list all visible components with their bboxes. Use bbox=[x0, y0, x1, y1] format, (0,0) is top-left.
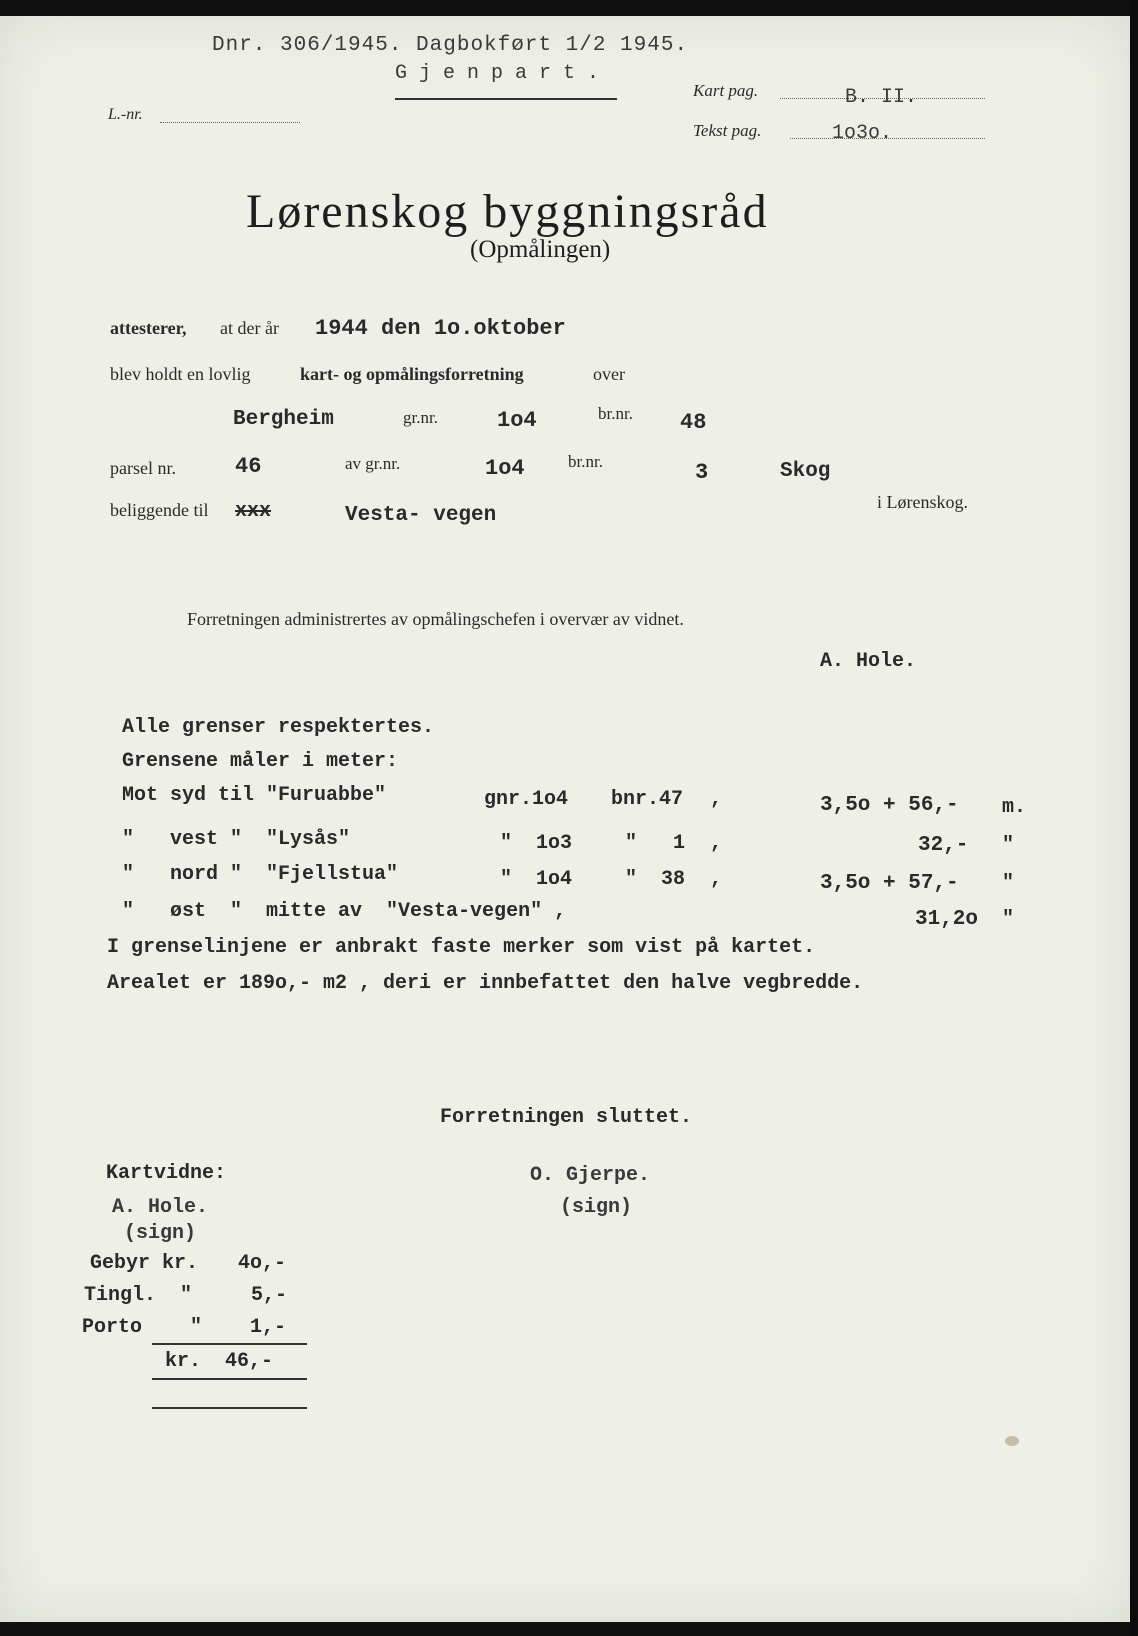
av-brnr-label: br.nr. bbox=[568, 452, 603, 471]
grnr-value: 1o4 bbox=[497, 408, 537, 433]
boundary-row-2-desc: " vest " "Lysås" bbox=[122, 828, 351, 851]
boundary-row-1-comma: , bbox=[710, 788, 723, 811]
fee-tingl-label: Tingl. " bbox=[84, 1284, 193, 1307]
fee-porto-label: Porto " bbox=[82, 1316, 203, 1339]
fee-total-rule-1 bbox=[152, 1378, 307, 1380]
boundary-row-2-unit: " bbox=[1002, 834, 1015, 857]
boundary-row-1-desc: Mot syd til "Furuabbe" bbox=[122, 784, 387, 807]
fee-gebyr-value: 4o,- bbox=[238, 1252, 287, 1275]
boundary-row-1-length: 3,5o + 56,- bbox=[820, 794, 959, 817]
boundary-row-1-bnr: bnr.47 bbox=[611, 788, 684, 811]
brnr-label: br.nr. bbox=[598, 404, 633, 423]
fee-sum-rule bbox=[152, 1343, 307, 1345]
attest-text: at der år bbox=[220, 318, 279, 338]
boundary-row-2-bnr: " 1 bbox=[625, 832, 686, 855]
grnr-label: gr.nr. bbox=[403, 408, 438, 427]
tekst-pag-label: Tekst pag. bbox=[693, 121, 762, 140]
gjenpart-label: G j e n p a r t . bbox=[395, 62, 600, 85]
boundary-row-1-unit: m. bbox=[1002, 796, 1027, 819]
boundary-row-3-unit: " bbox=[1002, 872, 1015, 895]
boundary-row-4-length: 31,2o bbox=[915, 908, 979, 931]
body-line-2: Grensene måler i meter: bbox=[122, 750, 399, 773]
gjenpart-underline bbox=[395, 98, 617, 100]
property-name: Bergheim bbox=[233, 408, 334, 431]
av-grnr-value: 1o4 bbox=[485, 456, 525, 481]
page-subtitle: (Opmålingen) bbox=[470, 236, 611, 263]
admin-text: Forretningen administrertes av opmålingschefen i overvær av vidnet. bbox=[187, 609, 684, 629]
boundary-row-3-comma: , bbox=[710, 868, 723, 891]
boundary-row-3-gnr: " 1o4 bbox=[500, 868, 573, 891]
boundary-row-4-desc: " øst " mitte av "Vesta-vegen" , bbox=[122, 900, 567, 923]
struck-text: xxx bbox=[235, 500, 272, 523]
road-name: Vesta- vegen bbox=[345, 504, 497, 527]
boundary-row-3-length: 3,5o + 57,- bbox=[820, 872, 959, 895]
paper-stain bbox=[1005, 1436, 1019, 1446]
kartvidne-label: Kartvidne: bbox=[106, 1162, 227, 1185]
av-brnr-value: 3 bbox=[695, 460, 709, 485]
page-title: Lørenskog byggningsråd bbox=[246, 185, 769, 238]
boundary-row-1-gnr: gnr.1o4 bbox=[484, 788, 569, 811]
boundary-row-3-desc: " nord " "Fjellstua" bbox=[122, 863, 399, 886]
kart-pag-label: Kart pag. bbox=[693, 81, 759, 100]
fee-total: kr. 46,- bbox=[165, 1350, 274, 1373]
boundary-row-3-bnr: " 38 bbox=[625, 868, 686, 891]
attest-line2-a: blev holdt en lovlig bbox=[110, 364, 251, 384]
property-type: Skog bbox=[780, 460, 831, 483]
av-grnr-label: av gr.nr. bbox=[345, 454, 401, 473]
parsel-label: parsel nr. bbox=[110, 458, 176, 478]
lnr-line bbox=[160, 122, 300, 123]
scan-edge bbox=[1130, 0, 1138, 1636]
kartvidne-name: A. Hole. bbox=[112, 1196, 209, 1219]
attest-line2-b: kart- og opmålingsforretning bbox=[300, 364, 524, 384]
brnr-value: 48 bbox=[680, 410, 707, 435]
boundary-row-4-unit: " bbox=[1002, 908, 1015, 931]
fee-total-rule-2 bbox=[152, 1407, 307, 1409]
attest-label: attesterer, bbox=[110, 318, 187, 338]
fee-porto-value: 1,- bbox=[250, 1316, 287, 1339]
fee-gebyr-label: Gebyr kr. bbox=[90, 1252, 199, 1275]
beliggende-label: beliggende til bbox=[110, 500, 209, 520]
location: i Lørenskog. bbox=[877, 492, 968, 512]
ended-text: Forretningen sluttet. bbox=[440, 1106, 693, 1129]
attest-date: 1944 den 1o.oktober bbox=[315, 316, 566, 341]
witness-name: A. Hole. bbox=[820, 650, 917, 673]
fee-tingl-value: 5,- bbox=[251, 1284, 288, 1307]
parsel-value: 46 bbox=[235, 454, 262, 479]
boundary-row-2-comma: , bbox=[710, 832, 723, 855]
attest-line2-c: over bbox=[593, 364, 625, 384]
dnr-line: Dnr. 306/1945. Dagbokført 1/2 1945. bbox=[212, 34, 689, 57]
boundary-row-2-gnr: " 1o3 bbox=[500, 832, 573, 855]
closing-line-2: Arealet er 189o,- m2 , deri er innbefattet den halve vegbredde. bbox=[107, 972, 864, 995]
tekst-pag-value: 1o3o. bbox=[832, 122, 893, 145]
kart-pag-value: B. II. bbox=[845, 86, 918, 109]
officer-sign: (sign) bbox=[560, 1196, 633, 1219]
closing-line-1: I grenselinjene er anbrakt faste merker som vist på kartet. bbox=[107, 936, 816, 959]
kartvidne-sign: (sign) bbox=[124, 1222, 197, 1245]
officer-name: O. Gjerpe. bbox=[530, 1164, 651, 1187]
body-line-1: Alle grenser respektertes. bbox=[122, 716, 435, 739]
document-page bbox=[0, 16, 1130, 1622]
lnr-label: L.-nr. bbox=[108, 106, 143, 123]
boundary-row-2-length: 32,- bbox=[918, 834, 969, 857]
